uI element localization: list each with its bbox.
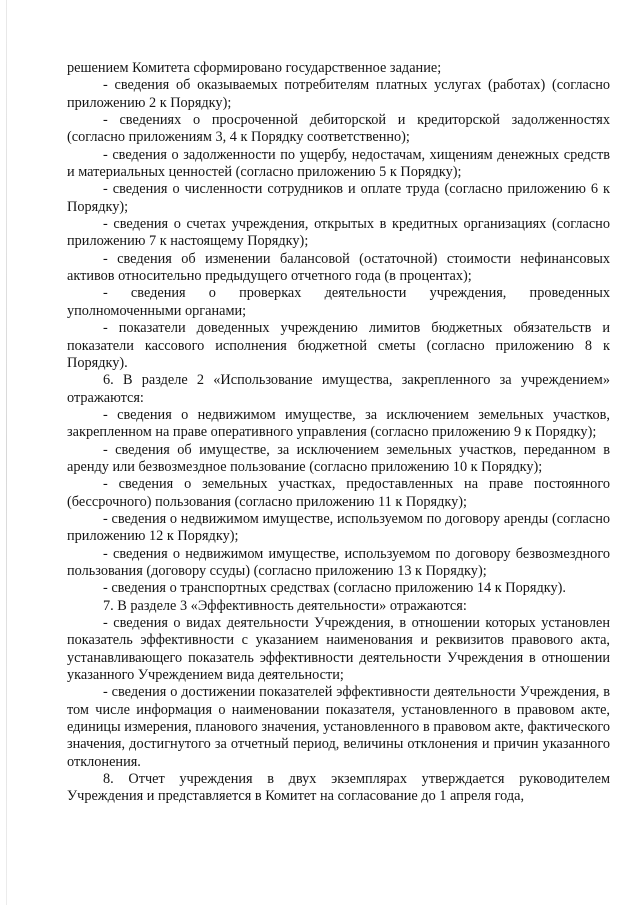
list-item-damage-debts: - сведения о задолженности по ущербу, недостачам, хищениям денежных средств и материальных ценностей (согласно приложению 5 к Порядку); bbox=[67, 146, 610, 181]
list-item-efficiency-indicators: - сведения о достижении показателей эффективности деятельности Учреждения, в том числе информация о наименовании показателя, установленного в правовом акте, единицы измерения, планового значения, установленного в правовом акте, фактического значения, достигнутого за отчетный период, величины отклонения и причин указанного отклонения. bbox=[67, 684, 610, 770]
list-item-free-use-real-estate: - сведения о недвижимом имуществе, используемом по договору безвозмездного пользования (договору ссуды) (согласно приложению 13 к Порядку); bbox=[67, 545, 610, 579]
list-item-vehicles: - сведения о транспортных средствах (согласно приложению 14 к Порядку). bbox=[103, 580, 567, 597]
section-7-heading: 7. В разделе 3 «Эффективность деятельности» отражаются: bbox=[103, 597, 467, 614]
section-8-paragraph: 8. Отчет учреждения в двух экземплярах утверждается руководителем Учреждения и представляется в Комитет на согласование до 1 апреля года, bbox=[67, 771, 610, 805]
list-item-overdue-debts: - сведениях о просроченной дебиторской и кредиторской задолженностях (согласно приложениям 3, 4 к Порядку соответственно); bbox=[67, 112, 610, 146]
list-item-budget-limits: - показатели доведенных учреждению лимитов бюджетных обязательств и показатели кассового исполнения бюджетной сметы (согласно приложению 8 к Порядку). bbox=[67, 320, 610, 371]
document-body bbox=[67, 60, 610, 806]
list-item-leased-property: - сведения об имуществе, за исключением земельных участков, переданном в аренду или безвозмездное пользование (согласно приложению 10 к Порядку); bbox=[67, 441, 610, 475]
list-item-paid-services: - сведения об оказываемых потребителям платных услугах (работах) (согласно приложению 2 к Порядку); bbox=[67, 77, 610, 111]
list-item-accounts: - сведения о счетах учреждения, открытых в кредитных организациях (согласно приложению 7 к настоящему Порядку); bbox=[67, 216, 610, 250]
list-item-real-estate: - сведения о недвижимом имуществе, за исключением земельных участков, закрепленном на праве оперативного управления (согласно приложению 9 к Порядку); bbox=[67, 406, 610, 441]
list-item-activity-types: - сведения о видах деятельности Учреждения, в отношении которых установлен показатель эффективности с указанием наименования и реквизитов правового акта, устанавливающего показатель эффективности деятельности Учреждения в отношении указанного Учреждением вида деятельности; bbox=[67, 615, 610, 684]
scan-edge-line bbox=[6, 0, 7, 905]
section-6-heading: 6. В разделе 2 «Использование имущества, закрепленного за учреждением» отражаются: bbox=[67, 372, 610, 406]
list-item-inspections: - сведения о проверках деятельности учреждения, проведенных уполномоченными органами; bbox=[67, 285, 610, 319]
list-item-land-plots: - сведения о земельных участках, предоставленных на праве постоянного (бессрочного) пользования (согласно приложению 11 к Порядку); bbox=[67, 476, 610, 510]
list-item-staff-salary: - сведения о численности сотрудников и оплате труда (согласно приложению 6 к Порядку); bbox=[67, 181, 610, 215]
list-item-rented-real-estate: - сведения о недвижимом имуществе, используемом по договору аренды (согласно приложению 12 к Порядку); bbox=[67, 510, 610, 545]
list-item-asset-value: - сведения об изменении балансовой (остаточной) стоимости нефинансовых активов относительно предыдущего отчетного года (в процентах); bbox=[67, 250, 610, 285]
paragraph-continuation: решением Комитета сформировано государственное задание; bbox=[67, 60, 442, 76]
